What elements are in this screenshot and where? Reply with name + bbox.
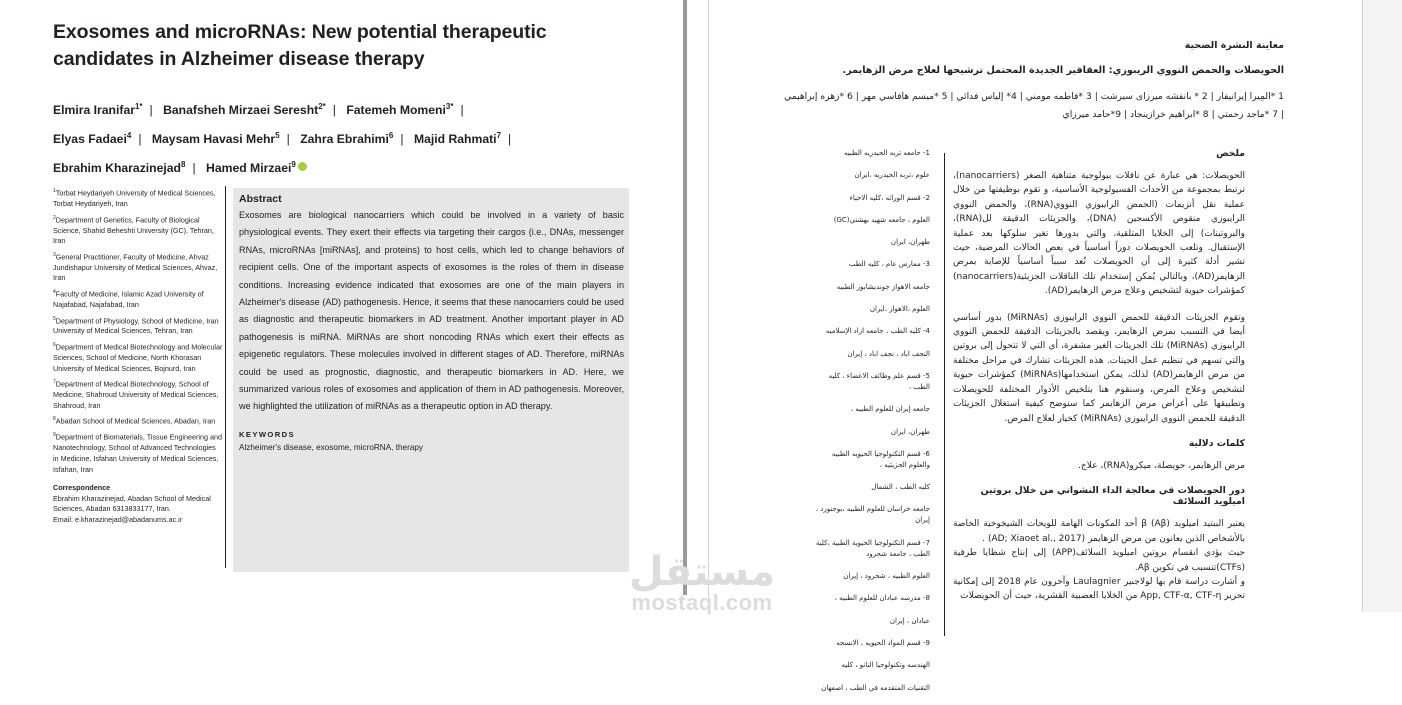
arabic-affiliation-line: 9- قسم المواد الحيويه ، الانسجه: [836, 638, 930, 647]
arabic-affiliation-line: جامعه إيران للعلوم الطبيه ،: [850, 405, 930, 414]
keywords-title: KEYWORDS: [239, 429, 295, 439]
affiliations: [53, 186, 223, 526]
column-divider: [944, 153, 945, 636]
watermark-domain: mostaql.com: [631, 590, 773, 615]
arabic-affiliation-line: التقنيات المتقدمه في الطب ، اصفهان: [821, 683, 930, 692]
affiliation: $^4$Faculty of Medicine, Islamic Azad University of Najafabad, Najafabad, Iran: [53, 288, 204, 309]
affiliation: $^8$Abadan School of Medical Sciences, Abadan, Iran: [53, 416, 216, 426]
arabic-affiliation-line: عبادان ، إيران: [889, 616, 930, 625]
arabic-affiliation-line: 1- جامعه تربه الحيدريه الطبيه: [843, 149, 930, 157]
affiliation: $^3$General Practitioner, Faculty of Medicine, Ahvaz Jundishapur University of Medical Sciences, Ahvaz, Iran: [53, 251, 218, 283]
arabic-keywords-title: كلمات دلالية: [1188, 437, 1245, 449]
author: Fatemeh Momeni$^{3*}$: [346, 102, 454, 118]
arabic-journal-header: معاينة النشرة الصحية: [1184, 40, 1284, 51]
paper-title: Exosomes and microRNAs: New potential therapeutic candidates in Alzheimer disease therapy: [53, 21, 547, 70]
arabic-affiliation-line: الهندسه وتكنولوجيا النانو ، كليه: [841, 661, 930, 670]
arabic-affiliation-line: 2- قسم الوراثه ،كليه الاحياء: [849, 193, 930, 202]
affiliation: $^7$Department of Medical Biotechnology, School of Medicine, Shahroud University of Medical Sciences, Shahroud, Iran: [53, 379, 219, 410]
arabic-affiliation-line: العلوم ،الاهواز ،ايران: [869, 305, 930, 314]
abstract-body: Exosomes are biological nanocarriers which could be involved in a variety of basic physiological events. They exert their effects via targeting their cargos (i.e., DNAs, messenger RNAs, microRNAs [miRNAs], and proteins) to host cells, which led to change behaviors of recipient cells. One of the important aspects of exosomes is the roles of them in disease conditions. Increasing evidence indicated that exosomes are one of the main players in Alzheimer's disease (AD) pathogenesis. Hence, it seems that these nanocarriers could be used as diagnostic and therapeutic biomarkers in AD treatment. Another important player in AD pathogenesis is miRNA. MiRNAs are short noncoding RNAs which exert their effects as epigenetic regulators. These molecules involved in different stages of AD. Therefore, miRNAs could be used as prognostic, diagnostic, and therapeutic biomarkers in AD. Here, we summarized various roles of exosomes and application of them in AD pathogenesis. Moreover, we highlighted the utilization of miRNAs as a therapeutic option in AD therapy.: [239, 210, 624, 412]
arabic-section-paragraph: و أشارت دراسة قام بها لولاجنير Laulagnier وآخرون عام 2018 إلى إمكانية تحرير App, CTF-α, CTF-η من الخلايا العصبية القشرية، حيث أن الحويصلات: [953, 576, 1245, 602]
author: Elyas Fadaei$^4$: [53, 131, 132, 147]
arabic-affiliation-line: العلوم ، جامعه شهيد بهشتي(GC): [833, 215, 930, 224]
author: Maysam Havasi Mehr$^5$: [151, 131, 280, 147]
arabic-summary-title: ملخص: [1216, 148, 1245, 159]
arabic-affiliation-line: جامعه خراسان للعلوم الطبيه ،بوجنورد ، إيران: [815, 505, 930, 525]
arabic-affiliation-line: 8- مدرسه عبادان للعلوم الطبيه ،: [834, 594, 930, 603]
correspondence-email[interactable]: Email: e.kharazinejad@abadanums.ac.ir: [53, 514, 183, 524]
affiliation: $^6$Department of Medical Biotechnology and Molecular Sciences, School of Medicine, North Khorasan University of Medical Sciences, Bojnurd, Iran: [53, 342, 223, 373]
arabic-affiliation-line: 3- ممارس عام ، كليه الطب: [848, 260, 930, 269]
arabic-summary-paragraph: وتقوم الجزيئات الدقيقة للحمض النووي الرايبوزي (MiRNAs) بدور أساسي أيضا في التسبب بمرض الزهايمر، ويقصد بالجزيئات الدقيقة للحمض النووي الرايبوزي (MiRNAs) تلك الجزيئات الغير مشفرة، أي التي لا تتحول إلى بروتين والتي تسهم في تنظيم عمل الجينات. هذه الجزيئات تشارك في مراحل مختلفة من مرض الزهايمر(AD) لذلك، يمكن استخدامها(MiRNAs) كمؤشرات حيوية لتشخيص وعلاج المرض، وسنقوم هنا بتلخيص الأدوار المختلفة للحويصلات وتطبيقها على أعراض مرض الزهايمر كما سنوضح كيفية استغلال الجزيئات الدقيقة للحمض النووي الرايبوزي (MiRNAs) كخيار لعلاج المرض.: [953, 312, 1246, 424]
arabic-affiliation-line: 4- كليه الطب ، جامعه ازاد الإسلاميه: [825, 327, 930, 336]
author: Majid Rahmati$^7$: [413, 131, 502, 147]
english-paper-page: [0, 0, 686, 594]
column-divider: [225, 186, 226, 568]
arabic-affiliation-line: النجف اباد ، نجف اباد ، إيران: [847, 349, 930, 358]
correspondence: [53, 483, 223, 525]
orcid-icon[interactable]: [298, 162, 307, 171]
affiliation: $^2$Department of Genetics, Faculty of Biological Science, Shahid Beheshti University (GC), Tehran, Iran: [53, 214, 214, 246]
arabic-affiliation-line: طهران، ايران: [890, 427, 930, 436]
arabic-body: [953, 148, 1245, 604]
arabic-paper-title: الحويصلات والحمض النووي الريبوزي: العقاقير الجديدة المحتمل ترشيحها لعلاج مرض الزهايمر.: [842, 65, 1284, 76]
affiliation: $^5$Department of Physiology, School of Medicine, Iran University of Medical Sciences, Tehran, Iran: [53, 315, 219, 336]
keywords: Alzheimer's disease, exosome, microRNA, therapy: [239, 442, 424, 452]
page-divider: [683, 0, 687, 595]
author: Hamed Mirzaei$^9$: [206, 160, 296, 176]
author-list: Elmira Iranifar$^{1*}$ | Banafsheh Mirzaei Seresht$^{2*}$ | Fatemeh Momeni$^{3*}$ | Elyas Fadaei$^4$ | Maysam Havasi Mehr$^5$ | Zahra Ebrahimi$^6$ | Majid Rahmati$^7$ | Ebrahim Kharazinejad$^8$ | Hamed Mirzaei$^9$: [53, 102, 512, 176]
author: Zahra Ebrahimi$^6$: [300, 131, 394, 147]
correspondence-title: Correspondence: [53, 483, 111, 493]
watermark-arabic-logo: مستقل: [628, 549, 776, 595]
arabic-section-paragraph: حيث يؤدي انقسام بروتين اميلويد السلائف(APP) إلى إنتاج شظايا طرفية (CTFs)تتسبب في تكوين Aβ.: [953, 548, 1245, 573]
arabic-affiliation-line: علوم ،تربه الحيدريه ،ايران: [854, 171, 930, 180]
affiliation: $^1$Torbat Heydariyeh University of Medical Sciences, Torbat Heydariyeh, Iran: [53, 188, 216, 208]
arabic-affiliation-line: طهران، ايران: [890, 238, 930, 247]
author: Banafsheh Mirzaei Seresht$^{2*}$: [163, 102, 326, 118]
abstract-title: Abstract: [239, 193, 282, 205]
arabic-authors-line: | 7 *ماجد رحمتي | 8 *ابراهيم خرازينجاد | 9*حامد ميرزاي: [1062, 109, 1284, 120]
arabic-affiliation-line: 5- قسم علم وظائف الاعضاء ، كليه الطب ،: [828, 371, 930, 391]
arabic-summary-paragraph: الحويصلات: هي عبارة عن ناقلات بيولوجية متناهية الصغر (nanocarriers)، ترتبط بمجموعة من الأحداث الفسيولوجية الأساسية، و تقوم بوظيفتها من خلال عملية نقل أنزيمات (الحمض الرايبوزي النووي(RNA)، والحمض النووي الرايبوزي منقوص الأكسجين (DNA)، والجزيئات الدقيقة لل(RNA)، والبروتينات) إلى الخلايا المتلقية، والتي بدورها تغير سلوكها بعد عملية الإستقبال. وتلعب الحويصلات دوراً أساسياً في بعض الحالات المرضية، حيث تشير أدلة كثيرة إلى أن الحويصلات تُعد سبباً أساسياً للإصابة بمرض الزهايمر(AD)، وبالتالي يُمكن إستخدام تلك الناقلات الجزيئية(nanocarriers) كمؤشرات حيوية لتشخيص وعلاج مرض الزهايمر(AD).: [953, 171, 1246, 297]
affiliation: $^9$Department of Biomaterials, Tissue Engineering and Nanotechnology, School of Advanced Technologies in Medicine, Isfahan University of Medical Sciences, Isfahan, Iran: [53, 432, 222, 474]
arabic-affiliation-line: كليه الطب ، الشمال: [871, 483, 930, 492]
arabic-affiliation-line: جامعه الاهواز جونديشابور الطبيه: [836, 282, 930, 291]
page-margin: [1363, 0, 1402, 612]
author: Ebrahim Kharazinejad$^8$: [53, 160, 186, 176]
arabic-section-paragraph: يعتبر الببتيد اميلويد β (Aβ) أحد المكونات الهامة للويحات الشيخوخية الخاصة بالأشخاص الذين يعانون من مرض الزهايمر (AD; Xiaoet al., 2017) .: [953, 519, 1245, 544]
arabic-section-title: دور الحويصلات في معالجة الداء النشواني من خلال بروتين اميلويد السلائف: [980, 485, 1245, 508]
arabic-keywords: مرض الزهايمر، حويصلة، ميكرو(RNA)، علاج.: [1078, 460, 1245, 471]
arabic-authors-line: 1 *المِيرا إيرانيفار | 2 * بانفشه ميرزاى سيرشت | 3 *فاطمه مومني | 4* إلياس فدائي | 5 *ميسم هافاسي مهر | 6 *زهره إبراهيمي: [784, 91, 1284, 102]
abstract-box: [233, 188, 629, 572]
correspondence-address: Ebrahim Kharazinejad, Abadan School of Medical Sciences, Abadan 6313833177, Iran.: [53, 493, 211, 514]
author: Elmira Iranifar$^{1*}$: [53, 102, 143, 118]
arabic-author-list: [724, 88, 1284, 124]
arabic-affiliation-line: 7- قسم التكنولوجيا الحيوية الطبية ،كلية الطب ، جامعة شحرود: [815, 538, 930, 558]
arabic-affiliation-line: العلوم الطبيه ، شحرود ، إيران: [843, 572, 930, 581]
arabic-affiliation-line: 6- قسم التكنولوجيا الحيويه الطبيه والعلوم الجزيئيه ،: [831, 449, 930, 469]
arabic-affiliations: [810, 148, 930, 705]
